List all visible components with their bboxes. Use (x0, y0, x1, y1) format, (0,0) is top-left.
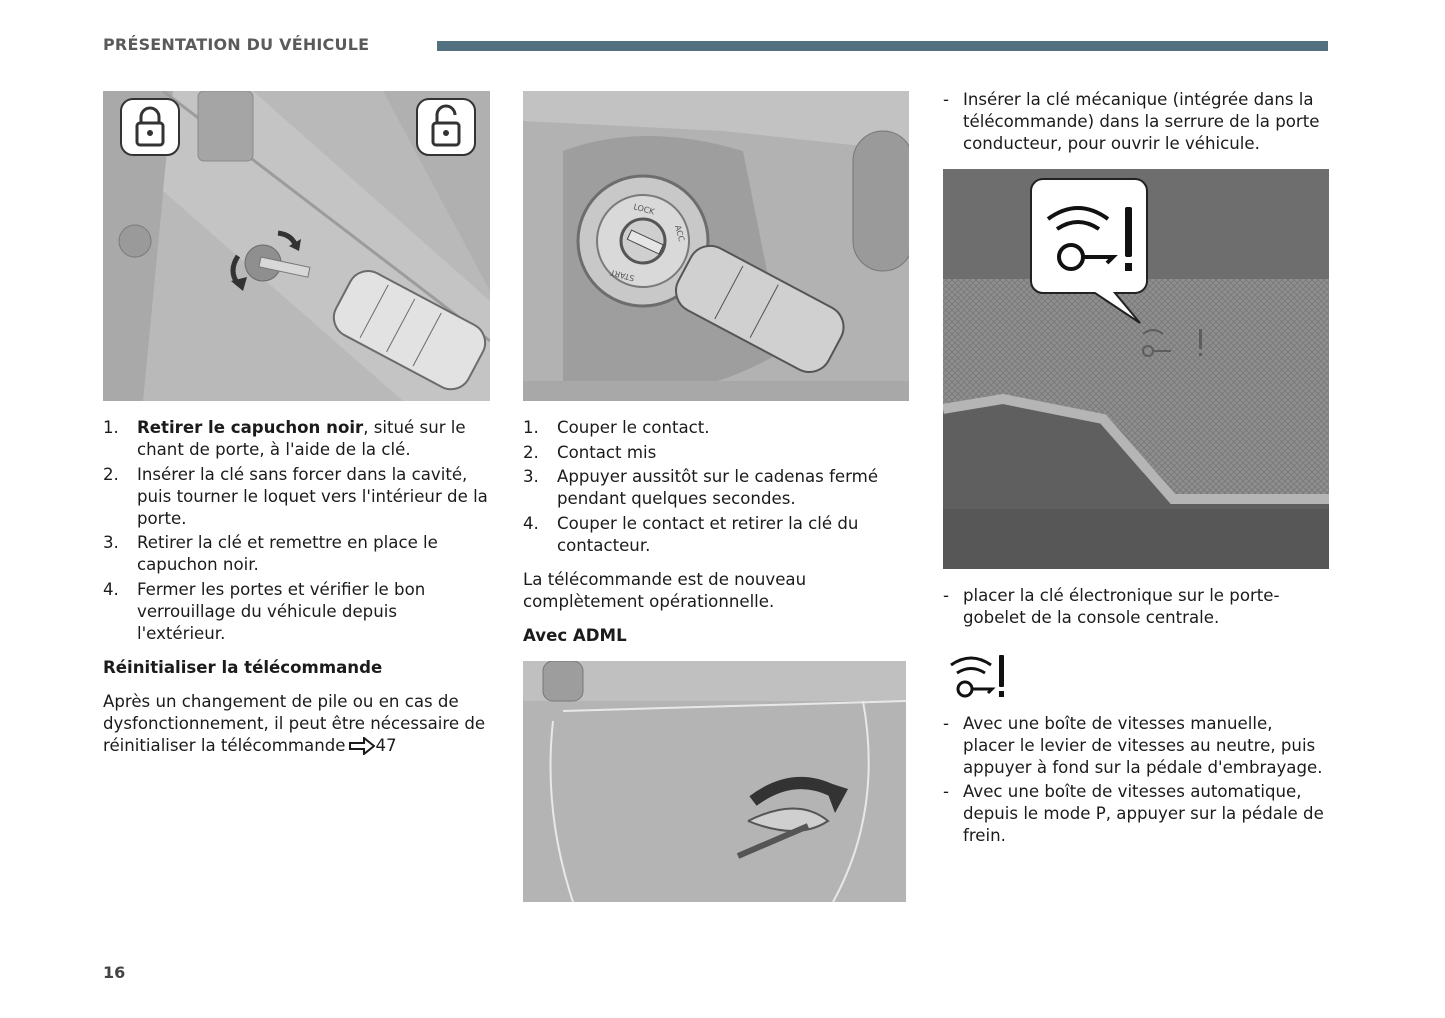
mechanical-key-list (943, 89, 1329, 155)
cup-holder-warning-photo (943, 169, 1329, 569)
gearbox-instructions-list (943, 713, 1329, 847)
svg-text:START: START (609, 267, 636, 283)
section-title: PRÉSENTATION DU VÉHICULE (103, 35, 370, 54)
svg-text:LOCK: LOCK (632, 202, 656, 217)
electronic-key-list (943, 585, 1329, 629)
section-heading: Avec ADML (523, 625, 627, 645)
list-item: - Avec une boîte de vitesses automatique, depuis le mode P, appuyer sur la pédale de frein. (943, 782, 1324, 845)
column-1 (103, 91, 490, 761)
list-item: 1. Couper le contact. (523, 418, 710, 437)
door-handle-illustration (523, 661, 906, 902)
list-item: 2. Contact mis (523, 442, 657, 462)
list-item: 1. Retirer le capuchon noir, situé sur le chant de porte, à l'aide de la clé. (103, 418, 466, 459)
list-item: 4. Fermer les portes et vérifier le bon verrouillage du véhicule depuis l'extérieur. (103, 579, 426, 643)
list-item: 3. Retirer la clé et remettre en place le capuchon noir. (103, 533, 438, 574)
operational-paragraph: La télécommande est de nouveau complètement opérationnelle. (523, 569, 807, 611)
list-item: - Avec une boîte de vitesses manuelle, placer le levier de vitesses au neutre, puis appuyer à fond sur la pédale d'embrayage. (943, 714, 1323, 777)
header-rule (437, 41, 1328, 51)
page-number: 16 (103, 963, 126, 982)
column-3 (943, 89, 1329, 849)
key-signal-warning-icon (949, 651, 1013, 701)
section-heading: Réinitialiser la télécommande (103, 657, 383, 677)
reset-steps-list (523, 417, 909, 557)
page-reference-arrow-icon (349, 737, 375, 761)
cap-steps-list (103, 417, 490, 645)
list-item: 4. Couper le contact et retirer la clé du contacteur. (523, 513, 859, 555)
svg-text:ACC: ACC (673, 224, 687, 243)
list-item: - placer la clé électronique sur le porte-gobelet de la console centrale. (943, 586, 1280, 627)
column-2 (523, 91, 909, 902)
door-lock-cap-illustration (103, 91, 490, 401)
padlock-closed-icon (121, 99, 179, 155)
reset-paragraph: Après un changement de pile ou en cas de dysfonctionnement, il peut être nécessaire de réinitialiser la télécommande 47 (103, 691, 490, 761)
page-reference-link[interactable]: 47 (375, 735, 397, 755)
list-item: 3. Appuyer aussitôt sur le cadenas fermé pendant quelques secondes. (523, 467, 879, 508)
list-item: - Insérer la clé mécanique (intégrée dans la télécommande) dans la serrure de la porte conducteur, pour ouvrir le véhicule. (943, 90, 1320, 153)
ignition-switch-illustration (523, 91, 909, 401)
list-item: 2. Insérer la clé sans forcer dans la cavité, puis tourner le loquet vers l'intérieur de la porte. (103, 464, 488, 528)
padlock-open-icon (417, 99, 475, 155)
